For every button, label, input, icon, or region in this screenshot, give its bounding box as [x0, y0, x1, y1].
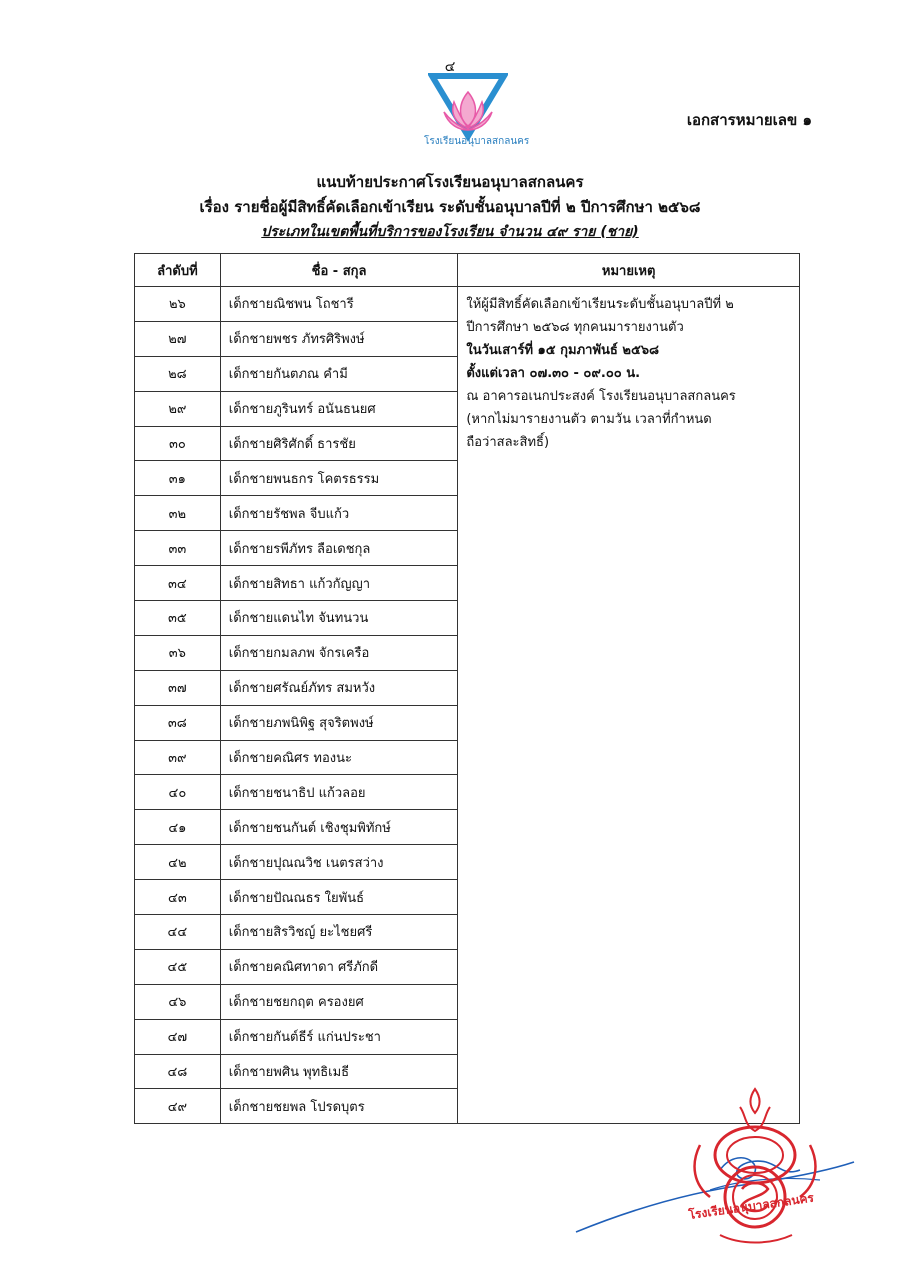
row-order-number: ๓๑ [135, 461, 221, 496]
remark-line2: ปีการศึกษา ๒๕๖๘ ทุกคนมารายงานตัว [466, 320, 684, 335]
row-order-number: ๓๓ [135, 531, 221, 566]
row-order-number: ๓๕ [135, 601, 221, 636]
row-order-number: ๔๑ [135, 810, 221, 845]
row-order-number: ๒๗ [135, 321, 221, 356]
row-order-number: ๓๗ [135, 670, 221, 705]
row-order-number: ๓๖ [135, 635, 221, 670]
remark-line5: ณ อาคารอเนกประสงค์ โรงเรียนอนุบาลสกลนคร [466, 389, 736, 404]
row-student-name: เด็กชายแดนไท จันทนวน [220, 601, 458, 636]
row-student-name: เด็กชายรัชพล จีบแก้ว [220, 496, 458, 531]
row-student-name: เด็กชายพนธกร โคตรธรรม [220, 461, 458, 496]
row-student-name: เด็กชายชนกันต์ เชิงชุมพิทักษ์ [220, 810, 458, 845]
title-subject: เรื่อง รายชื่อผู้มีสิทธิ์คัดเลือกเข้าเรียน ระดับชั้นอนุบาลปีที่ ๒ ปีการศึกษา ๒๕๖๘ [199, 198, 701, 216]
seal-caption: โรงเรียนอนุบาลสกลนคร [687, 1190, 815, 1223]
row-order-number: ๓๒ [135, 496, 221, 531]
row-order-number: ๒๘ [135, 356, 221, 391]
table-header-row [135, 254, 800, 287]
row-student-name: เด็กชายภพนิพิฐ สุจริตพงษ์ [220, 705, 458, 740]
row-order-number: ๔๙ [135, 1089, 221, 1124]
student-roster-table [134, 253, 800, 1124]
row-order-number: ๔๒ [135, 845, 221, 880]
row-order-number: ๔๘ [135, 1054, 221, 1089]
row-order-number: ๔๐ [135, 775, 221, 810]
row-order-number: ๔๖ [135, 984, 221, 1019]
row-student-name: เด็กชายพชร ภัทรศิริพงษ์ [220, 321, 458, 356]
row-order-number: ๔๗ [135, 1019, 221, 1054]
remark-cell [458, 287, 800, 1124]
title-announcement: แนบท้ายประกาศโรงเรียนอนุบาลสกลนคร [316, 173, 584, 191]
row-student-name: เด็กชายปุณณวิช เนตรสว่าง [220, 845, 458, 880]
row-order-number: ๔๓ [135, 880, 221, 915]
school-seal-icon [680, 1085, 830, 1255]
row-student-name: เด็กชายพศิน พุทธิเมธี [220, 1054, 458, 1089]
row-student-name: เด็กชายณิชพน โถชารี [220, 287, 458, 322]
row-student-name: เด็กชายภูรินทร์ อนันธนยศ [220, 391, 458, 426]
row-student-name: เด็กชายสิทธา แก้วกัญญา [220, 566, 458, 601]
title-block [130, 170, 770, 244]
row-student-name: เด็กชายคณิศร ทองนะ [220, 740, 458, 775]
row-student-name: เด็กชายสิรวิชญ์ ยะไชยศรี [220, 915, 458, 950]
roster-body [135, 287, 800, 1124]
row-student-name: เด็กชายศรัณย์ภัทร สมหวัง [220, 670, 458, 705]
remark-line6: (หากไม่มารายงานตัว ตามวัน เวลาที่กำหนด [466, 412, 712, 427]
row-order-number: ๓๙ [135, 740, 221, 775]
row-student-name: เด็กชายคณิศทาดา ศรีภักดี [220, 949, 458, 984]
title-category: ประเภทในเขตพื้นที่บริการของโรงเรียน จำนวน ๔๙ ราย (ชาย) [261, 224, 639, 240]
row-student-name: เด็กชายกันต์ธีร์ แก่นประชา [220, 1019, 458, 1054]
row-student-name: เด็กชายกมลภพ จักรเครือ [220, 635, 458, 670]
row-order-number: ๔๔ [135, 915, 221, 950]
row-order-number: ๔๕ [135, 949, 221, 984]
remark-line7: ถือว่าสละสิทธิ์) [466, 435, 550, 450]
row-order-number: ๓๘ [135, 705, 221, 740]
document-number: เอกสารหมายเลข ๑ [686, 111, 812, 129]
logo-caption: โรงเรียนอนุบาลสกลนคร [424, 136, 530, 147]
row-student-name: เด็กชายศิริศักดิ์ ธารชัย [220, 426, 458, 461]
row-order-number: ๒๖ [135, 287, 221, 322]
header-remark: หมายเหตุ [458, 254, 800, 287]
row-student-name: เด็กชายชนาธิป แก้วลอย [220, 775, 458, 810]
row-student-name: เด็กชายชยพล โปรดบุตร [220, 1089, 458, 1124]
remark-line1: ให้ผู้มีสิทธิ์คัดเลือกเข้าเรียนระดับชั้นอนุบาลปีที่ ๒ [466, 297, 734, 312]
row-order-number: ๓๐ [135, 426, 221, 461]
row-student-name: เด็กชายปัณณธร ใยพันธ์ [220, 880, 458, 915]
remark-line3: ในวันเสาร์ที่ ๑๕ กุมภาพันธ์ ๒๕๖๘ [466, 343, 660, 358]
table-row [135, 287, 800, 322]
page-number: ๔ [444, 59, 456, 75]
row-student-name: เด็กชายชยกฤต ครองยศ [220, 984, 458, 1019]
header-order: ลำดับที่ [135, 254, 221, 287]
row-student-name: เด็กชายกันตภณ คำมี [220, 356, 458, 391]
row-order-number: ๓๔ [135, 566, 221, 601]
remark-line4: ตั้งแต่เวลา ๐๗.๓๐ - ๐๙.๐๐ น. [466, 366, 641, 381]
row-student-name: เด็กชายรพีภัทร ลือเดชกุล [220, 531, 458, 566]
row-order-number: ๒๙ [135, 391, 221, 426]
header-name: ชื่อ - สกุล [220, 254, 458, 287]
